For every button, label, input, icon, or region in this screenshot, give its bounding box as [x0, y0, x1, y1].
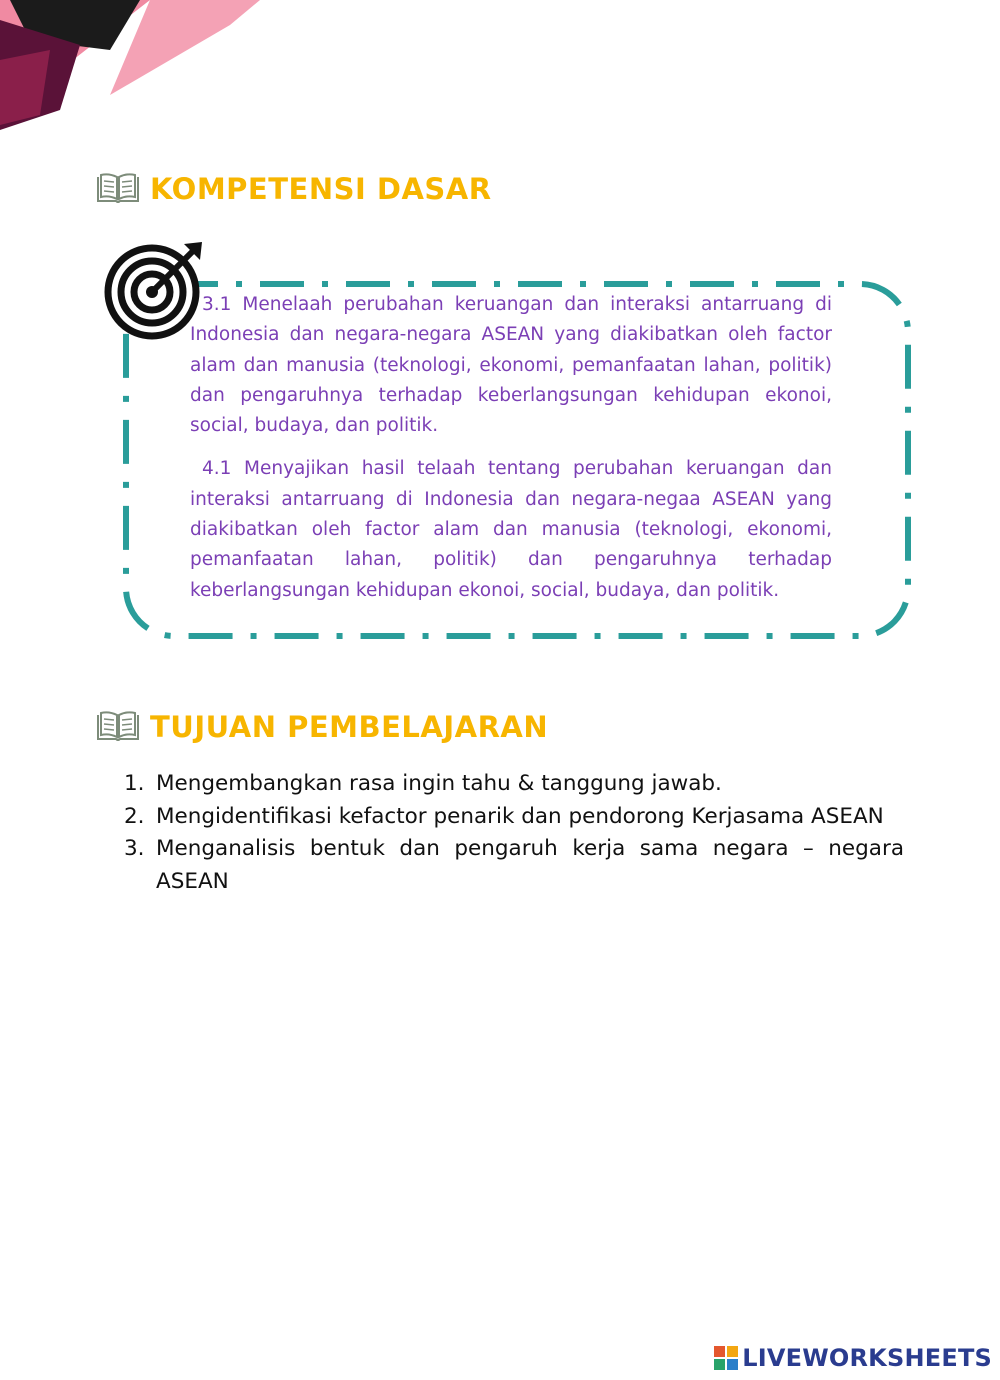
- kompetensi-dasar-heading: [96, 172, 492, 206]
- list-text: Mengembangkan rasa ingin tahu & tanggung jawab.: [156, 771, 722, 796]
- list-number: 1.: [124, 771, 145, 796]
- open-book-icon: [96, 710, 140, 744]
- section-title: KOMPETENSI DASAR: [150, 172, 492, 206]
- kompetensi-item-4-1: 4.1 Menyajikan hasil telaah tentang perubahan keruangan dan interaksi antarruang di Indonesia dan negara-negaa ASEAN yang diakibatkan oleh factor alam dan manusia (teknologi, ekonomi, pemanfaatan lahan, politik) dan pengaruhnya terhadap keberlangsungan kehidupan ekonoi, social, budaya, dan politik.: [190, 458, 832, 601]
- tujuan-list: [124, 768, 904, 898]
- list-number: 2.: [124, 803, 145, 829]
- brand-name: LIVEWORKSHEETS: [742, 1344, 992, 1372]
- list-text: Menganalisis bentuk dan pengaruh kerja sama negara – negara ASEAN: [156, 836, 904, 894]
- corner-decoration: [0, 0, 260, 140]
- list-item: [124, 768, 904, 801]
- kompetensi-content: [190, 290, 832, 606]
- kompetensi-item-3-1: 3.1 Menelaah perubahan keruangan dan interaksi antarruang di Indonesia dan negara-negara ASEAN yang diakibatkan oleh factor alam dan manusia (teknologi, ekonomi, pemanfaatan lahan, politik) dan pengaruhnya terhadap keberlangsungan kehidupan ekonoi, social, budaya, dan politik.: [190, 294, 832, 437]
- liveworksheets-brand[interactable]: [714, 1344, 992, 1372]
- tujuan-pembelajaran-heading: [96, 710, 548, 744]
- list-item: [124, 833, 904, 898]
- liveworksheets-logo-icon: [714, 1346, 738, 1370]
- list-number: 3.: [124, 836, 145, 861]
- list-text: Mengidentifikasi kefactor penarik dan pendorong Kerjasama ASEAN: [156, 803, 884, 829]
- section-title: TUJUAN PEMBELAJARAN: [150, 710, 549, 744]
- open-book-icon: [96, 172, 140, 206]
- list-item: [124, 801, 904, 834]
